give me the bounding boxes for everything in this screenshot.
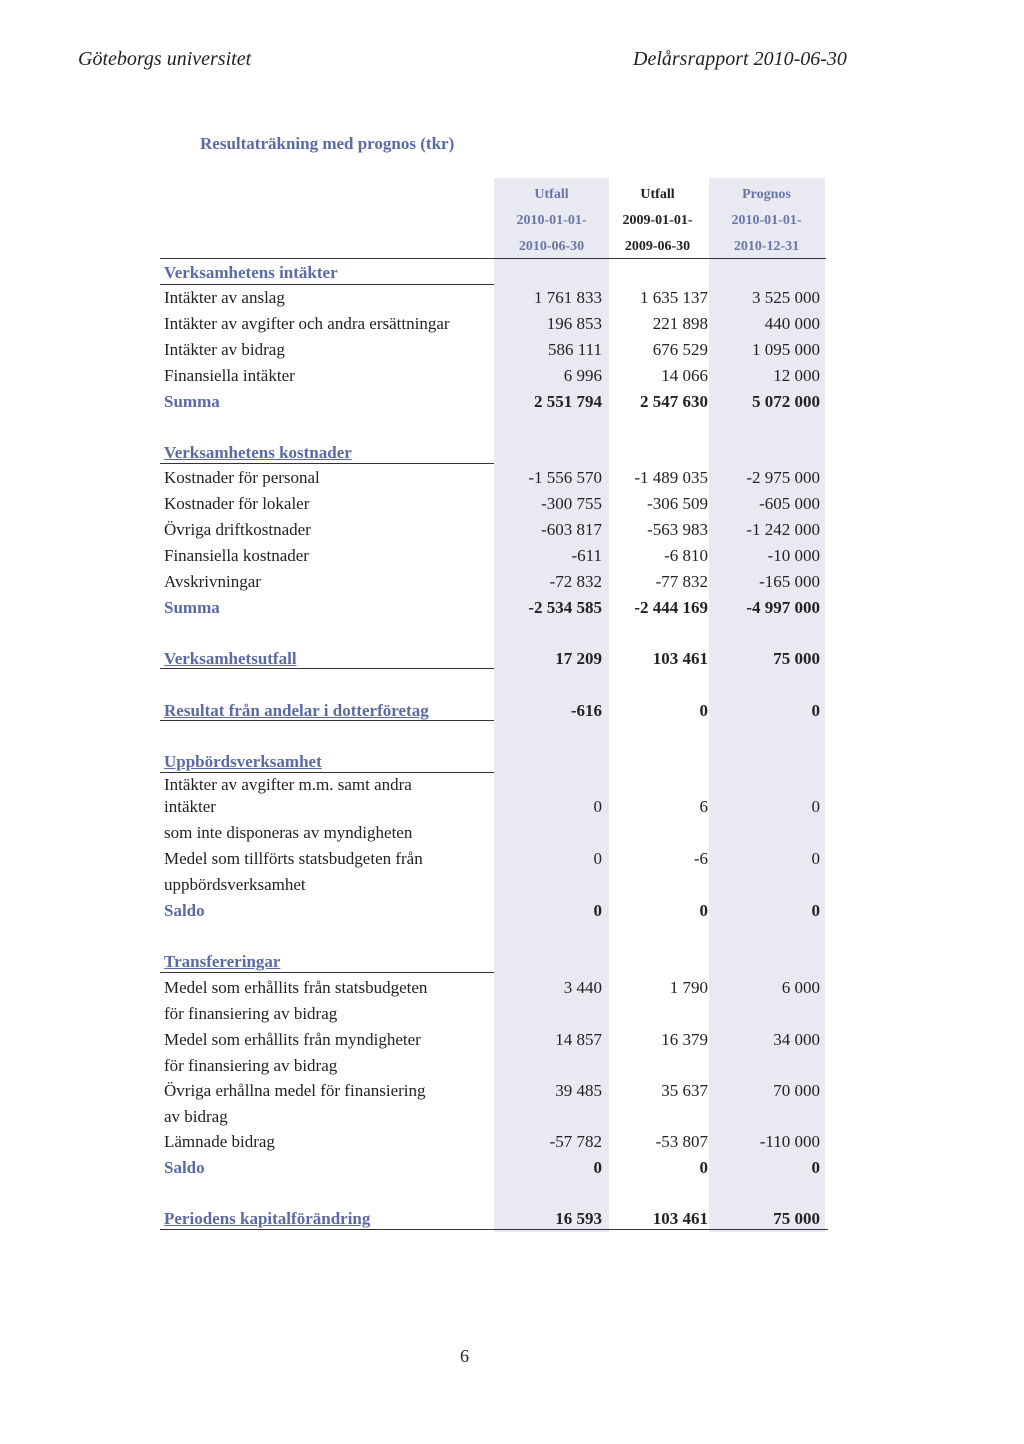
header-report-date: Delårsrapport 2010-06-30 <box>633 48 847 70</box>
table-row: Medel som erhållits från myndigheter 14 857 16 379 34 000 <box>164 1030 820 1049</box>
column-header-prognos: Prognos 2010-01-01- 2010-12-31 <box>731 187 802 254</box>
column-header-utfall-2009: Utfall 2009-01-01- 2009-06-30 <box>622 187 693 254</box>
table-row: Lämnade bidrag -57 782 -53 807 -110 000 <box>164 1132 820 1151</box>
section-kostnader-title: Verksamhetens kostnader <box>164 443 352 462</box>
sum-row: Saldo 0 0 0 <box>164 901 820 920</box>
dotterforetag-row: Resultat från andelar i dotterföretag -616 0 0 <box>164 701 820 720</box>
table-row: Intäkter av anslag 1 761 833 1 635 137 3 525 000 <box>164 288 820 307</box>
table-row: Kostnader för personal -1 556 570 -1 489 035 -2 975 000 <box>164 468 820 487</box>
table-row: Finansiella intäkter 6 996 14 066 12 000 <box>164 366 820 385</box>
table-row: Intäkter av avgifter och andra ersättningar 196 853 221 898 440 000 <box>164 314 820 333</box>
table-row: av bidrag <box>164 1107 228 1126</box>
table-row: Övriga erhållna medel för finansiering 39 485 35 637 70 000 <box>164 1081 820 1100</box>
table-row: Finansiella kostnader -611 -6 810 -10 000 <box>164 546 820 565</box>
table-row: Övriga driftkostnader -603 817 -563 983 -1 242 000 <box>164 520 820 539</box>
table-row: Kostnader för lokaler -300 755 -306 509 -605 000 <box>164 494 820 513</box>
table-row: för finansiering av bidrag <box>164 1056 338 1075</box>
section-rule <box>160 463 494 464</box>
kapitalforandring-row: Periodens kapitalförändring 16 593 103 461 75 000 <box>164 1209 820 1228</box>
bottom-rule <box>160 1229 828 1230</box>
table-row: Medel som tillförts statsbudgeten från 0 -6 0 <box>164 849 820 868</box>
column-header-utfall-2010: Utfall 2010-01-01- 2010-06-30 <box>516 187 587 254</box>
section-uppbord-title: Uppbördsverksamhet <box>164 752 322 771</box>
page-title: Resultaträkning med prognos (tkr) <box>200 134 455 153</box>
section-transfer-title: Transfereringar <box>164 952 281 971</box>
section-rule <box>160 972 494 973</box>
section-rule <box>160 284 494 285</box>
sum-row: Summa -2 534 585 -2 444 169 -4 997 000 <box>164 598 820 617</box>
sum-row: Summa 2 551 794 2 547 630 5 072 000 <box>164 392 820 411</box>
table-row: intäkter 0 6 0 <box>164 797 820 816</box>
table-row: Avskrivningar -72 832 -77 832 -165 000 <box>164 572 820 591</box>
header-rule <box>160 258 826 259</box>
section-rule <box>160 720 494 721</box>
table-row: uppbördsverksamhet <box>164 875 306 894</box>
verksamhetsutfall-row: Verksamhetsutfall 17 209 103 461 75 000 <box>164 649 820 668</box>
header-university: Göteborgs universitet <box>78 48 252 70</box>
table-row: som inte disponeras av myndigheten <box>164 823 413 842</box>
page-number: 6 <box>460 1346 469 1366</box>
table-row: Intäkter av avgifter m.m. samt andra <box>164 775 412 794</box>
section-rule <box>160 668 494 669</box>
table-row: Intäkter av bidrag 586 111 676 529 1 095 000 <box>164 340 820 359</box>
table-row: Medel som erhållits från statsbudgeten 3 440 1 790 6 000 <box>164 978 820 997</box>
section-intakter-title: Verksamhetens intäkter <box>164 263 338 282</box>
table-row: för finansiering av bidrag <box>164 1004 338 1023</box>
sum-row: Saldo 0 0 0 <box>164 1158 820 1177</box>
